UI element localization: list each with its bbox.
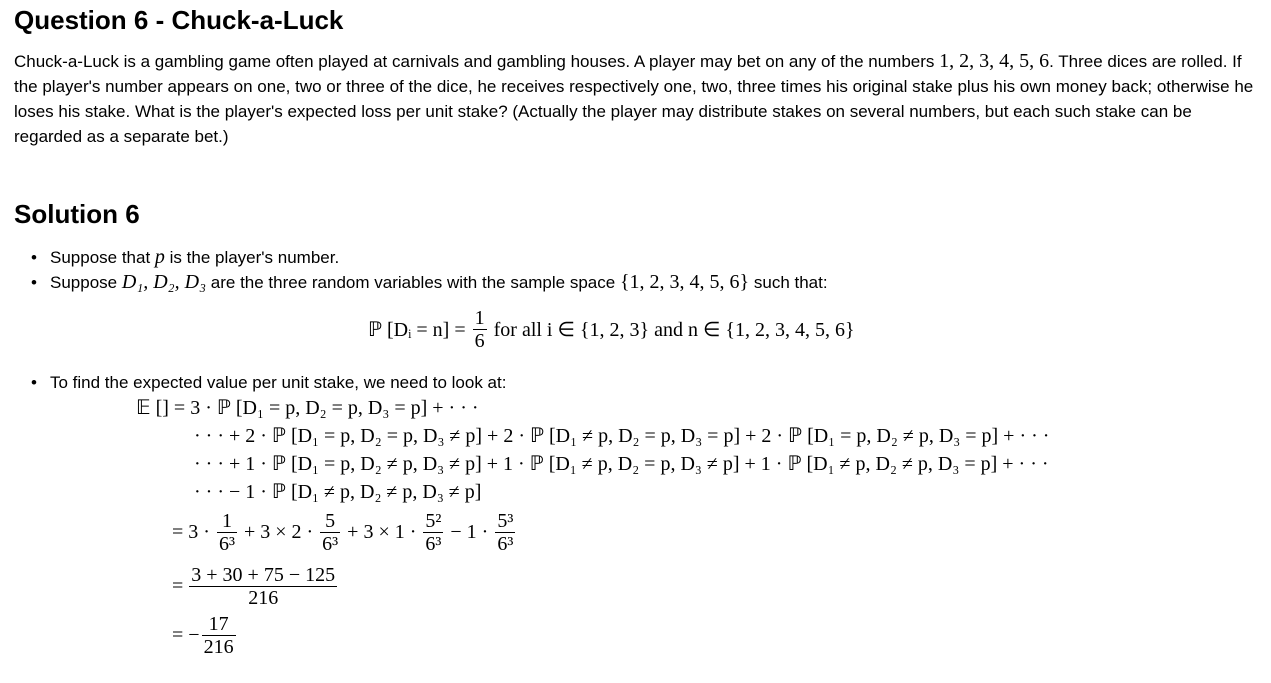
bullet-player-number [0,245,828,270]
bullet2-text-mid: are the three random variables with the sample space [206,273,620,292]
step1-term2: + 3 × 2 · [238,521,319,543]
step1-term4: − 1 · [445,521,494,543]
step1-frac4 [495,510,515,555]
bullet-random-variables [0,270,828,295]
probability-display [368,307,855,352]
step1-frac4-den: 6³ [497,533,514,555]
step2-den: 216 [189,586,337,609]
expected-eq-line4: · · · − 1 · ℙ [D₁ ≠ p, D₂ ≠ p, D₃ ≠ p] [194,481,482,503]
step1-frac4-num: 5³ [497,510,514,532]
question-title: Question 6 - Chuck-a-Luck [14,5,344,35]
step3-den: 216 [203,636,234,658]
step1-lead: = 3 · [172,521,215,543]
step1-frac3-den: 6³ [425,533,442,555]
vars-d: D₁, D₂, D₃ [121,271,207,293]
display-lhs: ℙ [Dᵢ = n] = [368,319,471,341]
step2-fraction [189,564,337,609]
sample-space-set: {1, 2, 3, 4, 5, 6} [619,271,750,293]
expected-eq-line2: · · · + 2 · ℙ [D₁ = p, D₂ = p, D₃ ≠ p] + 2 · ℙ [D₁ ≠ p, D₂ = p, D₃ = p] + 2 · ℙ [D₁ = p, D₂ ≠ p, D₃ = p] + · · · [194,425,1050,447]
expected-eq-line3: · · · + 1 · ℙ [D₁ = p, D₂ ≠ p, D₃ ≠ p] + 1 · ℙ [D₁ ≠ p, D₂ = p, D₃ ≠ p] + 1 · ℙ [D₁ ≠ p, D₂ ≠ p, D₃ = p] + · · · [194,453,1049,475]
question-paragraph [14,49,1254,149]
step3-lead: = − [172,624,200,646]
calc-step3 [172,613,238,658]
display-num: 1 [474,307,485,329]
bullet2-text-post: such that: [749,273,828,292]
var-p: p [154,246,165,268]
expected-eq-line1: 𝔼 [] = 3 · ℙ [D₁ = p, D₂ = p, D₃ = p] + · · · [136,397,479,419]
step1-frac2-num: 5 [325,510,336,532]
calc-step1 [172,510,517,555]
step1-frac1 [217,510,237,555]
step3-num: 17 [208,613,229,635]
step1-frac3 [423,510,443,555]
step1-term3: + 3 × 1 · [342,521,422,543]
step1-frac1-num: 1 [221,510,232,532]
display-den: 6 [474,330,485,352]
question-text-part2: . Three dices are rolled. If the player's number appears on one, two or three of the dice, he receives respectively one, two, three times his original stake plus his own money back; otherwise he loses his stake. What is the player's expected loss per unit stake? (Actually the player may distribute stakes on several numbers, but each such stake can be regarded as a separate bet.) [14,52,1254,146]
display-rhs: for all i ∈ {1, 2, 3} and n ∈ {1, 2, 3, 4, 5, 6} [488,319,855,341]
step1-frac2 [320,510,340,555]
step2-num: 3 + 30 + 75 − 125 [191,564,336,586]
step3-fraction [202,613,236,658]
bullet1-text-post: is the player's number. [164,248,340,267]
step1-frac3-num: 5² [425,510,442,532]
display-fraction [473,307,487,352]
bullet1-text-pre: Suppose that [50,248,155,267]
bullet3-marker: • [31,373,37,392]
bullet2-text-pre: Suppose [50,273,122,292]
step1-frac2-den: 6³ [322,533,339,555]
numbers-set: 1, 2, 3, 4, 5, 6 [939,50,1050,72]
question-text-part1: Chuck-a-Luck is a gambling game often played at carnivals and gambling houses. A player may bet on any of the numbers [14,52,940,71]
step2-lead: = [172,575,184,597]
calc-step2 [172,564,339,609]
bullet-expected-value [0,370,506,395]
bullet3-text: To find the expected value per unit stake, we need to look at: [50,373,507,392]
step1-frac1-den: 6³ [218,533,235,555]
solution-bullets [0,245,828,295]
solution-title: Solution 6 [14,199,140,229]
